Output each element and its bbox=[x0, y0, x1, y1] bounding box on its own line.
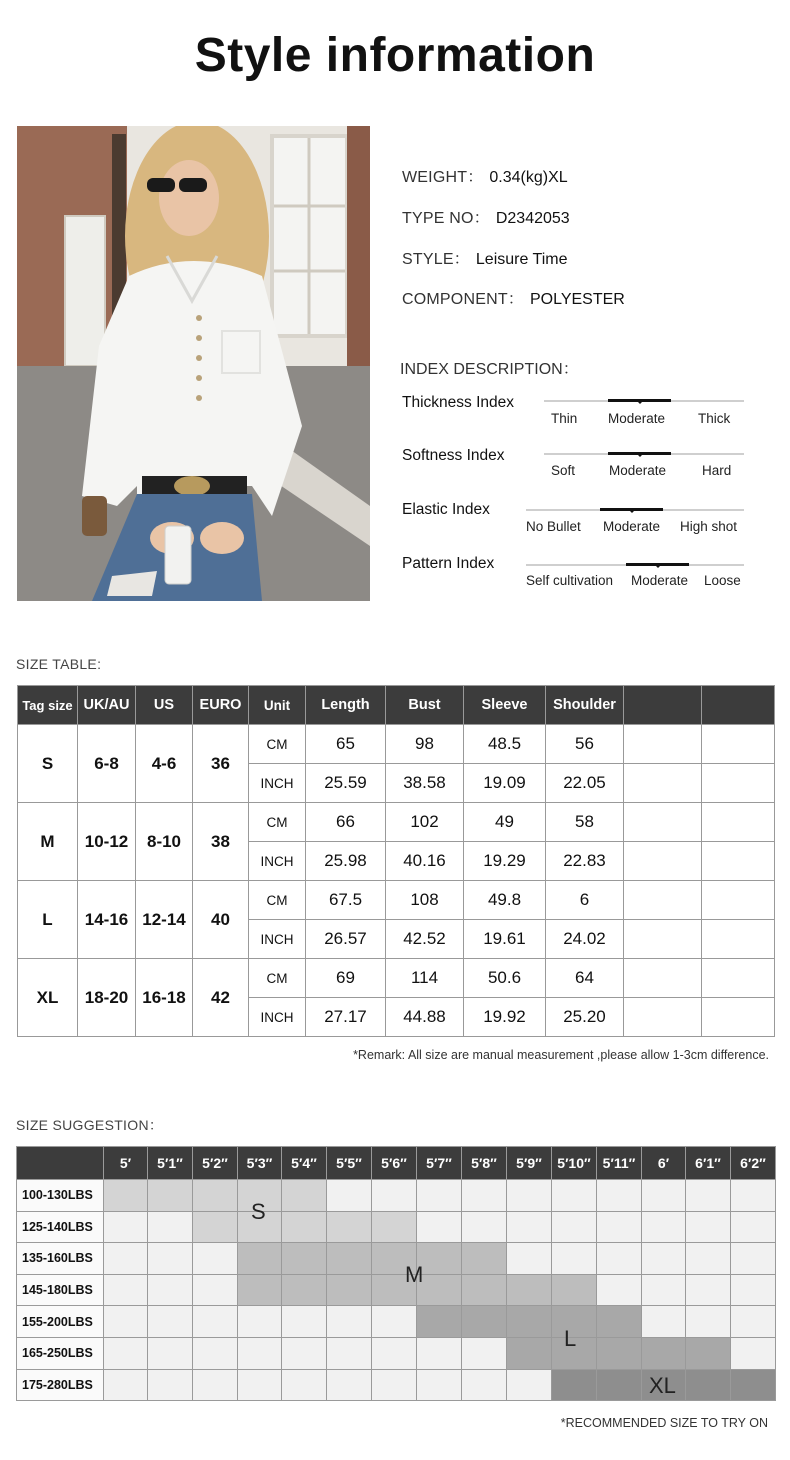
size-band-cell bbox=[372, 1211, 417, 1243]
index-selected-marker bbox=[608, 452, 671, 455]
size-band-cell bbox=[327, 1211, 372, 1243]
sleeve-cm: 48.5 bbox=[464, 725, 546, 764]
shoulder-inch: 25.20 bbox=[546, 998, 624, 1037]
height-header: 5′1″ bbox=[148, 1147, 193, 1180]
unit-inch: INCH bbox=[249, 920, 306, 959]
index-label: Thickness Index bbox=[402, 394, 514, 411]
height-header: 5′10″ bbox=[552, 1147, 597, 1180]
header-shoulder: Shoulder bbox=[546, 686, 624, 725]
grid-cell bbox=[372, 1306, 417, 1338]
grid-cell bbox=[507, 1243, 552, 1275]
index-option: Thick bbox=[698, 411, 731, 426]
sleeve-cm: 50.6 bbox=[464, 959, 546, 998]
grid-cell bbox=[686, 1180, 731, 1212]
size-table-header bbox=[18, 686, 775, 725]
length-inch: 27.17 bbox=[306, 998, 386, 1037]
header-sleeve: Sleeve bbox=[464, 686, 546, 725]
grid-cell bbox=[686, 1306, 731, 1338]
uk-au-size: 10-12 bbox=[78, 803, 136, 881]
info-value: Leisure Time bbox=[475, 251, 568, 268]
size-band-cell bbox=[597, 1369, 642, 1401]
index-option: Hard bbox=[702, 463, 732, 478]
empty-cell bbox=[624, 881, 702, 920]
index-option: Soft bbox=[551, 463, 576, 478]
unit-inch: INCH bbox=[249, 842, 306, 881]
header-empty bbox=[624, 686, 702, 725]
size-band-cell bbox=[462, 1274, 507, 1306]
grid-cell bbox=[597, 1180, 642, 1212]
empty-cell bbox=[624, 959, 702, 998]
size-band-cell bbox=[507, 1337, 552, 1369]
index-label: Softness Index bbox=[402, 447, 505, 464]
sleeve-inch: 19.92 bbox=[464, 998, 546, 1037]
grid-cell bbox=[642, 1180, 686, 1212]
size-band-cell bbox=[282, 1180, 327, 1212]
weight-label: 125-140LBS bbox=[17, 1211, 104, 1243]
bust-inch: 38.58 bbox=[386, 764, 464, 803]
sleeve-inch: 19.61 bbox=[464, 920, 546, 959]
size-band-cell bbox=[686, 1369, 731, 1401]
grid-cell bbox=[552, 1211, 597, 1243]
size-band-cell bbox=[731, 1369, 776, 1401]
index-option: Thin bbox=[551, 411, 578, 426]
suggestion-body bbox=[17, 1180, 776, 1401]
shoulder-inch: 22.05 bbox=[546, 764, 624, 803]
weight-label: 135-160LBS bbox=[17, 1243, 104, 1275]
shoulder-cm: 58 bbox=[546, 803, 624, 842]
grid-cell bbox=[282, 1369, 327, 1401]
grid-cell bbox=[731, 1211, 776, 1243]
sleeve-inch: 19.29 bbox=[464, 842, 546, 881]
length-inch: 26.57 bbox=[306, 920, 386, 959]
elastic-index bbox=[400, 501, 745, 545]
grid-cell bbox=[148, 1306, 193, 1338]
info-component bbox=[402, 286, 625, 309]
info-style bbox=[402, 246, 567, 269]
empty-cell bbox=[624, 803, 702, 842]
header-corner bbox=[17, 1147, 104, 1180]
empty-cell bbox=[702, 764, 775, 803]
weight-row bbox=[17, 1211, 776, 1243]
info-type-no bbox=[402, 205, 570, 228]
grid-cell bbox=[327, 1337, 372, 1369]
index-label: Elastic Index bbox=[402, 501, 490, 518]
sleeve-inch: 19.09 bbox=[464, 764, 546, 803]
grid-cell bbox=[104, 1243, 148, 1275]
size-band-cell bbox=[552, 1369, 597, 1401]
us-size: 12-14 bbox=[136, 881, 193, 959]
grid-cell bbox=[597, 1211, 642, 1243]
size-band-cell bbox=[193, 1211, 238, 1243]
grid-cell bbox=[642, 1274, 686, 1306]
header-euro: EURO bbox=[193, 686, 249, 725]
grid-cell bbox=[417, 1211, 462, 1243]
unit-cm: CM bbox=[249, 803, 306, 842]
grid-cell bbox=[731, 1306, 776, 1338]
height-header: 5′ bbox=[104, 1147, 148, 1180]
grid-cell bbox=[327, 1369, 372, 1401]
thickness-index bbox=[400, 394, 745, 438]
euro-size: 40 bbox=[193, 881, 249, 959]
size-suggestion-label: SIZE SUGGESTION： bbox=[16, 1117, 164, 1133]
index-option: Self cultivation bbox=[526, 573, 614, 588]
size-band-cell bbox=[686, 1337, 731, 1369]
index-option: Loose bbox=[704, 573, 741, 588]
grid-cell bbox=[597, 1274, 642, 1306]
size-band-cell bbox=[282, 1243, 327, 1275]
info-value: 0.34(kg)XL bbox=[489, 169, 568, 186]
index-option-selected: Moderate bbox=[631, 573, 689, 588]
grid-cell bbox=[507, 1211, 552, 1243]
index-option-selected: Moderate bbox=[609, 463, 667, 478]
empty-cell bbox=[624, 998, 702, 1037]
size-band-cell bbox=[597, 1306, 642, 1338]
unit-cm: CM bbox=[249, 881, 306, 920]
grid-cell bbox=[238, 1337, 282, 1369]
grid-cell bbox=[417, 1337, 462, 1369]
size-table-label: SIZE TABLE: bbox=[16, 656, 102, 672]
index-label: Pattern Index bbox=[402, 555, 495, 572]
grid-cell bbox=[642, 1243, 686, 1275]
grid-cell bbox=[193, 1306, 238, 1338]
length-cm: 65 bbox=[306, 725, 386, 764]
tag-size: L bbox=[18, 881, 78, 959]
bust-inch: 44.88 bbox=[386, 998, 464, 1037]
size-band-cell bbox=[507, 1306, 552, 1338]
height-header: 5′11″ bbox=[597, 1147, 642, 1180]
height-header: 5′9″ bbox=[507, 1147, 552, 1180]
info-key: STYLE： bbox=[402, 251, 470, 268]
weight-row bbox=[17, 1243, 776, 1275]
bust-cm: 102 bbox=[386, 803, 464, 842]
empty-cell bbox=[624, 725, 702, 764]
grid-cell bbox=[372, 1180, 417, 1212]
index-selected-marker bbox=[608, 399, 671, 402]
euro-size: 42 bbox=[193, 959, 249, 1037]
weight-label: 155-200LBS bbox=[17, 1306, 104, 1338]
size-band-cell bbox=[597, 1337, 642, 1369]
size-band-cell bbox=[238, 1274, 282, 1306]
empty-cell bbox=[702, 881, 775, 920]
size-band-cell bbox=[148, 1180, 193, 1212]
shoulder-inch: 24.02 bbox=[546, 920, 624, 959]
size-band-cell bbox=[282, 1211, 327, 1243]
band-label-l: L bbox=[564, 1326, 577, 1351]
grid-cell bbox=[372, 1337, 417, 1369]
height-header: 5′8″ bbox=[462, 1147, 507, 1180]
grid-cell bbox=[731, 1274, 776, 1306]
index-option-selected: Moderate bbox=[608, 411, 666, 426]
grid-cell bbox=[148, 1211, 193, 1243]
us-size: 8-10 bbox=[136, 803, 193, 881]
grid-cell bbox=[104, 1211, 148, 1243]
grid-cell bbox=[417, 1369, 462, 1401]
height-header: 5′7″ bbox=[417, 1147, 462, 1180]
unit-inch: INCH bbox=[249, 998, 306, 1037]
header-length: Length bbox=[306, 686, 386, 725]
height-header: 6′1″ bbox=[686, 1147, 731, 1180]
tag-size: XL bbox=[18, 959, 78, 1037]
index-selected-marker bbox=[600, 508, 663, 511]
length-cm: 69 bbox=[306, 959, 386, 998]
grid-cell bbox=[193, 1243, 238, 1275]
index-option-selected: Moderate bbox=[603, 519, 661, 534]
size-suggestion-table bbox=[16, 1146, 776, 1401]
grid-cell bbox=[193, 1369, 238, 1401]
header-uk-au: UK/AU bbox=[78, 686, 136, 725]
size-band-cell bbox=[327, 1243, 372, 1275]
size-band-cell bbox=[104, 1180, 148, 1212]
uk-au-size: 18-20 bbox=[78, 959, 136, 1037]
header-empty bbox=[702, 686, 775, 725]
size-band-cell bbox=[642, 1337, 686, 1369]
weight-row bbox=[17, 1274, 776, 1306]
bust-cm: 98 bbox=[386, 725, 464, 764]
sleeve-cm: 49.8 bbox=[464, 881, 546, 920]
weight-label: 165-250LBS bbox=[17, 1337, 104, 1369]
empty-cell bbox=[624, 920, 702, 959]
height-header: 6′ bbox=[642, 1147, 686, 1180]
info-weight bbox=[402, 164, 568, 187]
size-band-cell bbox=[282, 1274, 327, 1306]
grid-cell bbox=[507, 1180, 552, 1212]
grid-cell bbox=[327, 1180, 372, 1212]
weight-label: 175-280LBS bbox=[17, 1369, 104, 1401]
euro-size: 38 bbox=[193, 803, 249, 881]
grid-cell bbox=[282, 1337, 327, 1369]
empty-cell bbox=[702, 920, 775, 959]
header-us: US bbox=[136, 686, 193, 725]
info-key: WEIGHT： bbox=[402, 169, 484, 186]
grid-cell bbox=[238, 1369, 282, 1401]
us-size: 4-6 bbox=[136, 725, 193, 803]
unit-cm: CM bbox=[249, 725, 306, 764]
empty-cell bbox=[702, 842, 775, 881]
grid-cell bbox=[238, 1306, 282, 1338]
grid-cell bbox=[282, 1306, 327, 1338]
size-band-cell bbox=[462, 1243, 507, 1275]
grid-cell bbox=[104, 1337, 148, 1369]
empty-cell bbox=[702, 998, 775, 1037]
size-band-cell bbox=[552, 1274, 597, 1306]
grid-cell bbox=[462, 1211, 507, 1243]
size-band-cell bbox=[193, 1180, 238, 1212]
shoulder-inch: 22.83 bbox=[546, 842, 624, 881]
tag-size: S bbox=[18, 725, 78, 803]
pattern-index bbox=[400, 555, 745, 599]
height-header: 5′4″ bbox=[282, 1147, 327, 1180]
length-cm: 67.5 bbox=[306, 881, 386, 920]
recommend-note: *RECOMMENDED SIZE TO TRY ON bbox=[560, 1416, 768, 1430]
size-row-l-cm bbox=[18, 881, 775, 920]
size-row-m-cm bbox=[18, 803, 775, 842]
empty-cell bbox=[702, 803, 775, 842]
grid-cell bbox=[552, 1243, 597, 1275]
suggestion-header bbox=[17, 1147, 776, 1180]
measurement-remark: *Remark: All size are manual measurement ,please allow 1-3cm difference. bbox=[353, 1048, 769, 1062]
index-description-title: INDEX DESCRIPTION： bbox=[400, 361, 579, 378]
grid-cell bbox=[642, 1211, 686, 1243]
grid-cell bbox=[193, 1274, 238, 1306]
uk-au-size: 6-8 bbox=[78, 725, 136, 803]
info-value: D2342053 bbox=[495, 210, 570, 227]
grid-cell bbox=[193, 1337, 238, 1369]
tag-size: M bbox=[18, 803, 78, 881]
size-band-cell bbox=[507, 1274, 552, 1306]
height-header: 5′2″ bbox=[193, 1147, 238, 1180]
unit-inch: INCH bbox=[249, 764, 306, 803]
bust-inch: 42.52 bbox=[386, 920, 464, 959]
grid-cell bbox=[462, 1369, 507, 1401]
bust-inch: 40.16 bbox=[386, 842, 464, 881]
info-key: COMPONENT： bbox=[402, 291, 524, 308]
grid-cell bbox=[686, 1274, 731, 1306]
grid-cell bbox=[731, 1180, 776, 1212]
empty-cell bbox=[624, 842, 702, 881]
grid-cell bbox=[417, 1180, 462, 1212]
index-option: No Bullet bbox=[526, 519, 581, 534]
softness-index bbox=[400, 447, 745, 491]
grid-cell bbox=[148, 1243, 193, 1275]
sleeve-cm: 49 bbox=[464, 803, 546, 842]
grid-cell bbox=[104, 1306, 148, 1338]
grid-cell bbox=[462, 1180, 507, 1212]
uk-au-size: 14-16 bbox=[78, 881, 136, 959]
index-option: High shot bbox=[680, 519, 738, 534]
grid-cell bbox=[104, 1369, 148, 1401]
size-band-cell bbox=[238, 1243, 282, 1275]
grid-cell bbox=[327, 1306, 372, 1338]
grid-cell bbox=[552, 1180, 597, 1212]
header-unit: Unit bbox=[249, 686, 306, 725]
grid-cell bbox=[372, 1369, 417, 1401]
grid-cell bbox=[148, 1337, 193, 1369]
length-inch: 25.98 bbox=[306, 842, 386, 881]
weight-label: 145-180LBS bbox=[17, 1274, 104, 1306]
band-label-s: S bbox=[251, 1199, 266, 1224]
empty-cell bbox=[702, 959, 775, 998]
empty-cell bbox=[624, 764, 702, 803]
grid-cell bbox=[597, 1243, 642, 1275]
empty-cell bbox=[702, 725, 775, 764]
header-tag-size: Tag size bbox=[18, 686, 78, 725]
weight-row bbox=[17, 1306, 776, 1338]
size-band-cell bbox=[462, 1306, 507, 1338]
info-key: TYPE NO： bbox=[402, 210, 490, 227]
size-band-cell bbox=[327, 1274, 372, 1306]
shoulder-cm: 56 bbox=[546, 725, 624, 764]
shoulder-cm: 64 bbox=[546, 959, 624, 998]
band-label-m: M bbox=[405, 1262, 424, 1287]
grid-cell bbox=[148, 1369, 193, 1401]
header-bust: Bust bbox=[386, 686, 464, 725]
grid-cell bbox=[686, 1211, 731, 1243]
index-selected-marker bbox=[626, 563, 689, 566]
length-cm: 66 bbox=[306, 803, 386, 842]
unit-cm: CM bbox=[249, 959, 306, 998]
height-header: 5′6″ bbox=[372, 1147, 417, 1180]
euro-size: 36 bbox=[193, 725, 249, 803]
height-header: 6′2″ bbox=[731, 1147, 776, 1180]
size-band-cell bbox=[417, 1306, 462, 1338]
grid-cell bbox=[731, 1337, 776, 1369]
grid-cell bbox=[507, 1369, 552, 1401]
bust-cm: 108 bbox=[386, 881, 464, 920]
grid-cell bbox=[104, 1274, 148, 1306]
shoulder-cm: 6 bbox=[546, 881, 624, 920]
grid-cell bbox=[148, 1274, 193, 1306]
height-header: 5′5″ bbox=[327, 1147, 372, 1180]
weight-row bbox=[17, 1180, 776, 1212]
grid-cell bbox=[686, 1243, 731, 1275]
band-label-xl: XL bbox=[649, 1373, 676, 1398]
bust-cm: 114 bbox=[386, 959, 464, 998]
height-header: 5′3″ bbox=[238, 1147, 282, 1180]
size-table bbox=[17, 685, 775, 1037]
grid-cell bbox=[462, 1337, 507, 1369]
weight-label: 100-130LBS bbox=[17, 1180, 104, 1212]
size-row-s-cm bbox=[18, 725, 775, 764]
info-value: POLYESTER bbox=[530, 291, 625, 308]
weight-row bbox=[17, 1337, 776, 1369]
length-inch: 25.59 bbox=[306, 764, 386, 803]
us-size: 16-18 bbox=[136, 959, 193, 1037]
product-photo bbox=[17, 126, 370, 601]
grid-cell bbox=[731, 1243, 776, 1275]
page-title: Style information bbox=[194, 29, 596, 82]
grid-cell bbox=[642, 1306, 686, 1338]
size-row-xl-cm bbox=[18, 959, 775, 998]
